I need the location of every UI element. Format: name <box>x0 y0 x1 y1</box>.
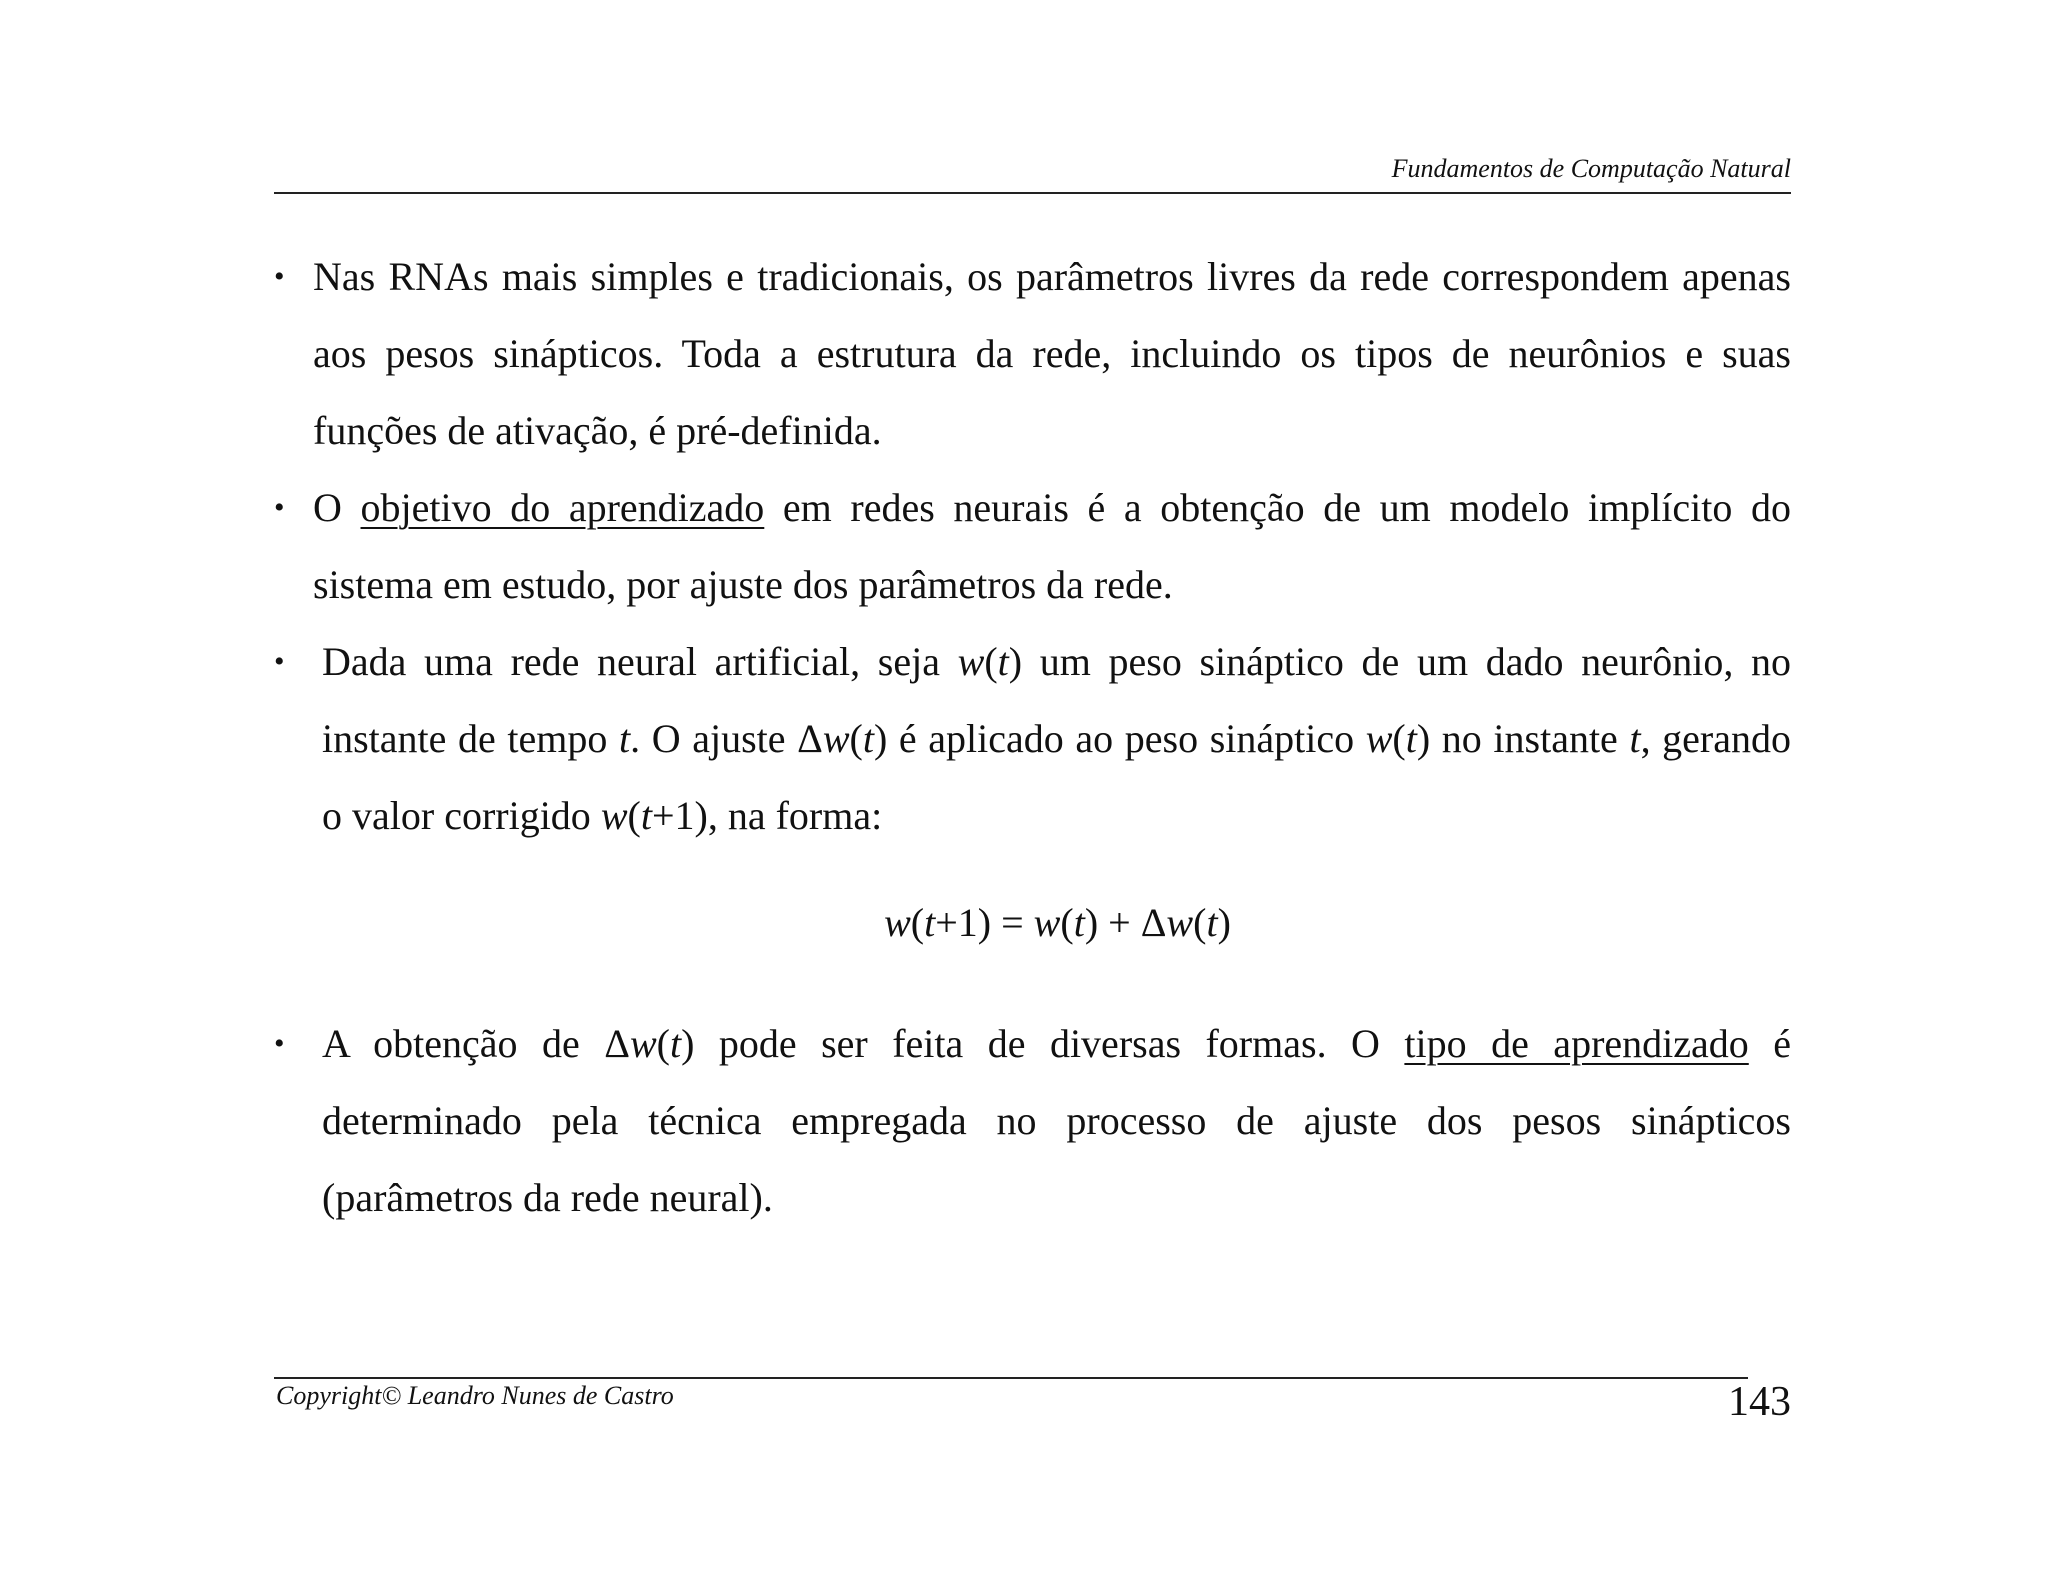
bullet-4-text: A obtenção de Δw(t) pode ser feita de diversas formas. O tipo de aprendizado é determinado pela técnica empregada no processo de ajuste dos pesos sinápticos (parâmetros da rede neural). <box>322 1021 1791 1220</box>
running-header-title: Fundamentos de Computação Natural <box>1391 154 1791 183</box>
page-body <box>274 238 1791 1236</box>
bullet-icon: • <box>274 260 285 293</box>
bullet-3-text: Dada uma rede neural artificial, seja w(t) um peso sináptico de um dado neurônio, no instante de tempo t. O ajuste Δw(t) é aplicado ao peso sináptico w(t) no instante t, gerando o valor corrigido w(t+1), na forma: <box>322 639 1792 838</box>
learning-type-term: tipo de aprendizado <box>1404 1021 1749 1066</box>
bullet-icon: • <box>274 491 285 524</box>
learning-objective-term: objetivo do aprendizado <box>360 485 765 530</box>
bullet-icon: • <box>274 645 285 678</box>
weight-update-formula: w(t+1) = w(t) + Δw(t) <box>884 900 1231 945</box>
bullet-item-4 <box>274 1005 1791 1236</box>
page-number: 143 <box>1728 1379 1791 1425</box>
bullet-2-text-pre: O <box>313 485 361 530</box>
footer-copyright: Copyright© Leandro Nunes de Castro <box>276 1381 674 1410</box>
bullet-item-1 <box>274 238 1791 469</box>
bullet-icon: • <box>274 1027 285 1060</box>
bullet-item-2 <box>274 469 1791 623</box>
bullet-item-3 <box>274 623 1791 854</box>
bullet-1-text: Nas RNAs mais simples e tradicionais, os parâmetros livres da rede correspondem apenas aos pesos sinápticos. Toda a estrutura da rede, incluindo os tipos de neurônios e suas funções de ativação, é pré-definida. <box>313 254 1791 453</box>
header-divider <box>274 192 1791 194</box>
bullet-2-text-post: em redes neurais é a obtenção de um modelo implícito do sistema em estudo, por ajuste dos parâmetros da rede. <box>313 485 1792 607</box>
footer-divider <box>274 1377 1748 1379</box>
